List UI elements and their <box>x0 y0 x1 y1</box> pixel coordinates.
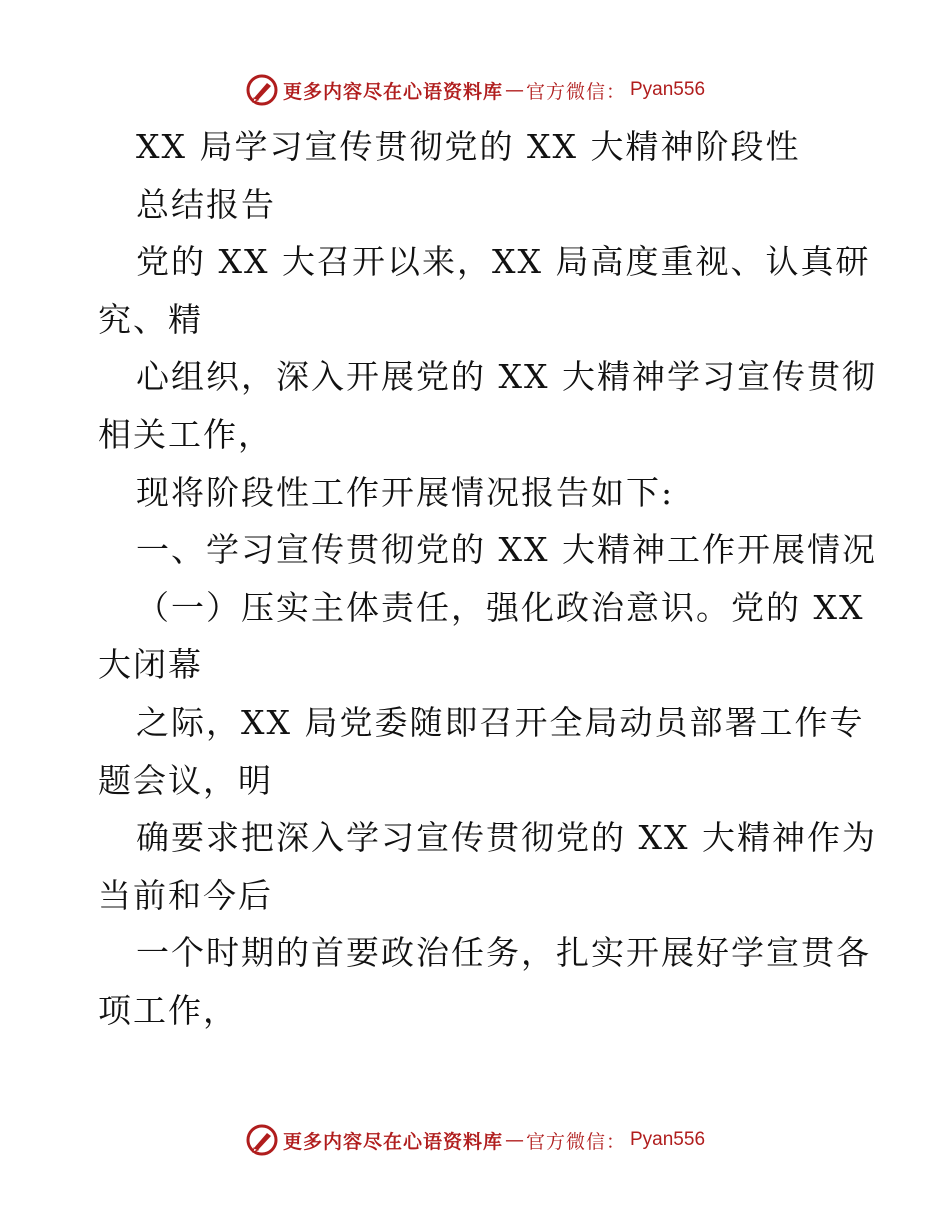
paragraph-line: 一个时期的首要政治任务，扎实开展好学宣贯各 <box>136 933 871 973</box>
paragraph-line: 心组织，深入开展党的 XX 大精神学习宣传贯彻 <box>136 357 877 397</box>
paragraph-line: 究、精 <box>98 299 203 339</box>
paragraph-line: 之际，XX 局党委随即召开全局动员部署工作专 <box>136 702 865 742</box>
banner-text: 更多内容尽在心语资料库 <box>282 80 503 103</box>
paragraph-line: 当前和今后 <box>98 875 273 915</box>
section-heading: 一、学习宣传贯彻党的 XX 大精神工作开展情况 <box>136 530 877 570</box>
title-line-1: XX 局学习宣传贯彻党的 XX 大精神阶段性 <box>136 127 801 166</box>
title-line-2: 总结报告 <box>136 184 276 224</box>
footer-banner <box>0 1120 950 1160</box>
header-banner <box>0 70 950 110</box>
banner-wechat-label: 官方微信： <box>525 1130 626 1153</box>
pen-logo-icon <box>245 1123 279 1157</box>
pen-logo-icon <box>245 73 279 107</box>
paragraph-line: 现将阶段性工作开展情况报告如下: <box>136 472 675 512</box>
document-body <box>98 118 877 1040</box>
paragraph-line: 党的 XX 大召开以来，XX 局高度重视、认真研 <box>136 242 871 282</box>
banner-wechat-id: Pyan556 <box>630 1129 706 1150</box>
paragraph-line: 项工作， <box>98 990 238 1030</box>
paragraph-line: 相关工作， <box>98 414 273 454</box>
paragraph-line: （一）压实主体责任，强化政治意识。党的 XX <box>136 587 865 627</box>
banner-text: 更多内容尽在心语资料库 <box>282 1130 503 1153</box>
banner-wechat-label: 官方微信： <box>525 80 626 103</box>
paragraph-line: 题会议，明 <box>98 760 273 800</box>
paragraph-line: 大闭幕 <box>98 645 203 685</box>
banner-separator: — <box>504 1129 524 1151</box>
banner-wechat-id: Pyan556 <box>630 79 706 100</box>
paragraph-line: 确要求把深入学习宣传贯彻党的 XX 大精神作为 <box>136 818 877 858</box>
banner-separator: — <box>504 79 524 101</box>
